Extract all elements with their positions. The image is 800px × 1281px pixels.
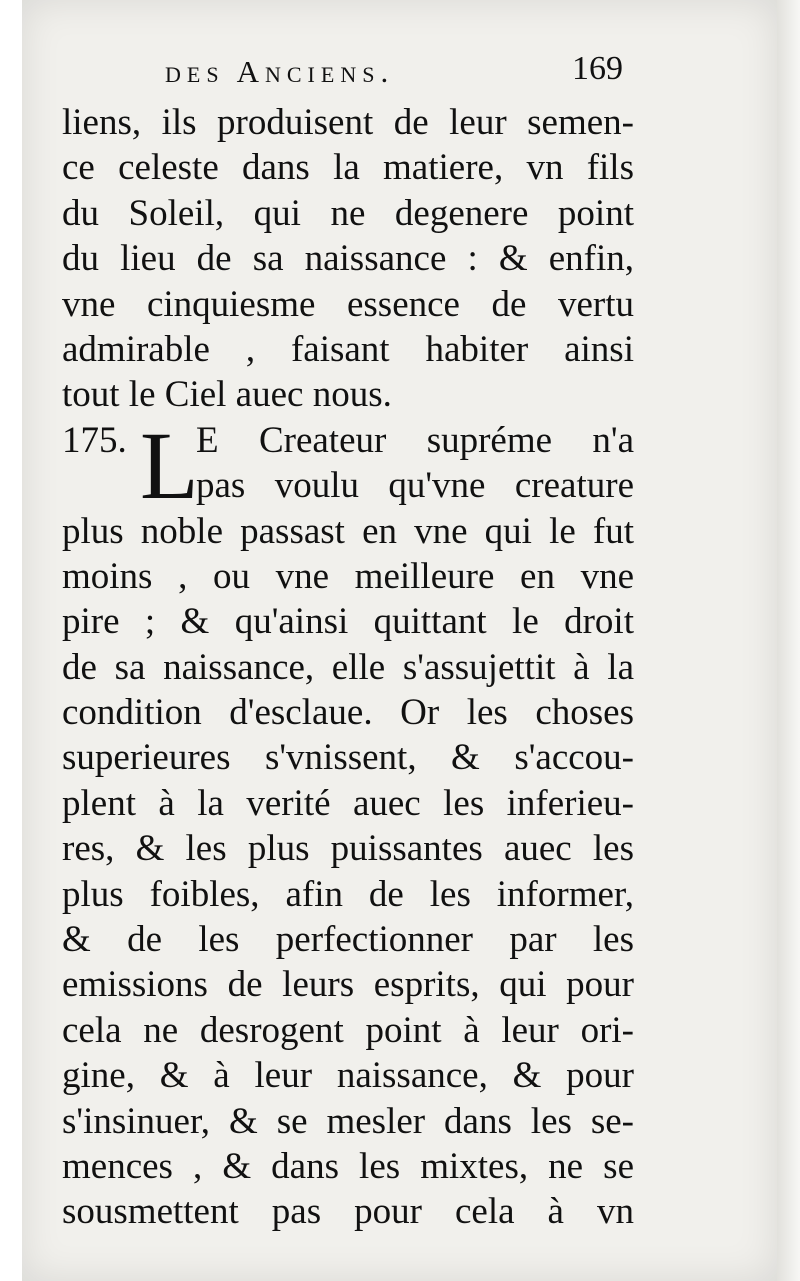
text-line: cela ne desrogent point à leur ori- (62, 1009, 634, 1051)
text-line: liens, ils produisent de leur semen- (62, 102, 634, 143)
text-line: superieures s'vnissent, & s'accou- (62, 737, 634, 779)
running-title: des Anciens. (165, 54, 395, 89)
text-line: emissions de leurs esprits, qui pour (62, 964, 634, 1006)
text-line: de sa naissance, elle s'assujettit à la (62, 646, 634, 688)
text-line: admirable , faisant habiter ainsi (62, 328, 634, 370)
body-text (62, 100, 634, 1235)
text-line: vne cinquiesme essence de vertu (62, 283, 634, 325)
text-line: du lieu de sa naissance : & enfin, (62, 238, 634, 280)
paragraph-number: 175. (62, 419, 127, 461)
text-line: E Createur supréme n'a (196, 419, 634, 461)
drop-cap: L (140, 411, 199, 519)
text-line: & de les perfectionner par les (62, 919, 634, 961)
text-line: condition d'esclaue. Or les choses (62, 692, 634, 734)
text-line: pas voulu qu'vne creature (196, 465, 634, 507)
text-line: du Soleil, qui ne degenere point (62, 192, 634, 234)
text-line: moins , ou vne meilleure en vne (62, 555, 634, 597)
text-line: plent à la verité auec les inferieu- (62, 782, 634, 824)
text-line: pire ; & qu'ainsi quittant le droit (62, 601, 634, 643)
text-line: s'insinuer, & se mesler dans les se- (62, 1100, 634, 1142)
text-line: tout le Ciel auec nous. (62, 374, 392, 416)
text-line: mences , & dans les mixtes, ne se (62, 1145, 634, 1187)
text-line: plus noble passast en vne qui le fut (62, 510, 634, 552)
page-edge (777, 0, 800, 1281)
paragraph-175 (62, 411, 634, 1235)
page-number: 169 (572, 50, 623, 87)
text-line: plus foibles, afin de les informer, (62, 873, 634, 915)
text-line: ce celeste dans la matiere, vn fils (62, 147, 634, 189)
text-line: sousmettent pas pour cela à vn (62, 1191, 634, 1233)
running-header (165, 50, 635, 96)
text-line: res, & les plus puissantes auec les (62, 828, 634, 870)
text-line: gine, & à leur naissance, & pour (62, 1055, 634, 1097)
